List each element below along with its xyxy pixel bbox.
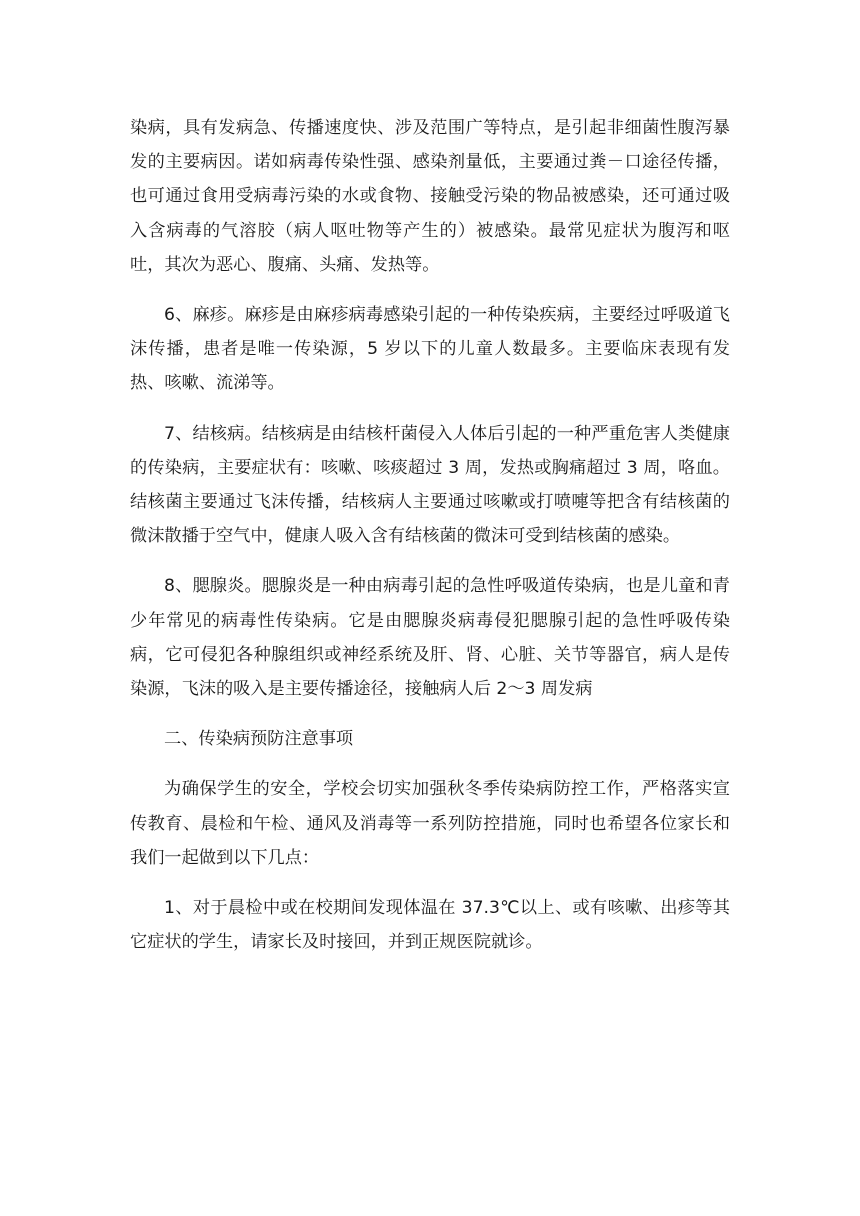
paragraph-norovirus-continuation: 染病，具有发病急、传播速度快、涉及范围广等特点，是引起非细菌性腹泻暴发的主要病因。诺如病毒传染性强、感染剂量低，主要通过粪－口途径传播，也可通过食用受病毒污染的水或食物、接触受污染的物品被感染，还可通过吸入含病毒的气溶胶（病人呕吐物等产生的）被感染。最常见症状为腹泻和呕吐，其次为恶心、腹痛、头痛、发热等。 bbox=[130, 118, 730, 275]
paragraph-measles: 6、麻疹。麻疹是由麻疹病毒感染引起的一种传染疾病，主要经过呼吸道飞沫传播，患者是唯一传染源，5 岁以下的儿童人数最多。主要临床表现有发热、咳嗽、流涕等。 bbox=[130, 305, 730, 394]
section-heading-prevention: 二、传染病预防注意事项 bbox=[164, 729, 354, 750]
paragraph-tuberculosis: 7、结核病。结核病是由结核杆菌侵入人体后引起的一种严重危害人类健康的传染病，主要症状有：咳嗽、咳痰超过 3 周，发热或胸痛超过 3 周，咯血。结核菌主要通过飞沫传播，结核病人主要通过咳嗽或打喷嚏等把含有结核菌的微沫散播于空气中，健康人吸入含有结核菌的微沫可受到结核菌的感染。 bbox=[130, 423, 730, 547]
paragraph-prevention-intro: 为确保学生的安全，学校会切实加强秋冬季传染病防控工作，严格落实宣传教育、晨检和午检、通风及消毒等一系列防控措施，同时也希望各位家长和我们一起做到以下几点： bbox=[130, 779, 730, 868]
paragraph-mumps: 8、腮腺炎。腮腺炎是一种由病毒引起的急性呼吸道传染病，也是儿童和青少年常见的病毒性传染病。它是由腮腺炎病毒侵犯腮腺引起的急性呼吸传染病，它可侵犯各种腺组织或神经系统及肝、肾、心脏、关节等器官，病人是传染源，飞沫的吸入是主要传播途径，接触病人后 2～3 周发病 bbox=[130, 576, 730, 700]
document-body bbox=[130, 111, 730, 959]
prevention-item-1: 1、对于晨检中或在校期间发现体温在 37.3℃以上、或有咳嗽、出疹等其它症状的学生，请家长及时接回，并到正规医院就诊。 bbox=[130, 898, 730, 953]
